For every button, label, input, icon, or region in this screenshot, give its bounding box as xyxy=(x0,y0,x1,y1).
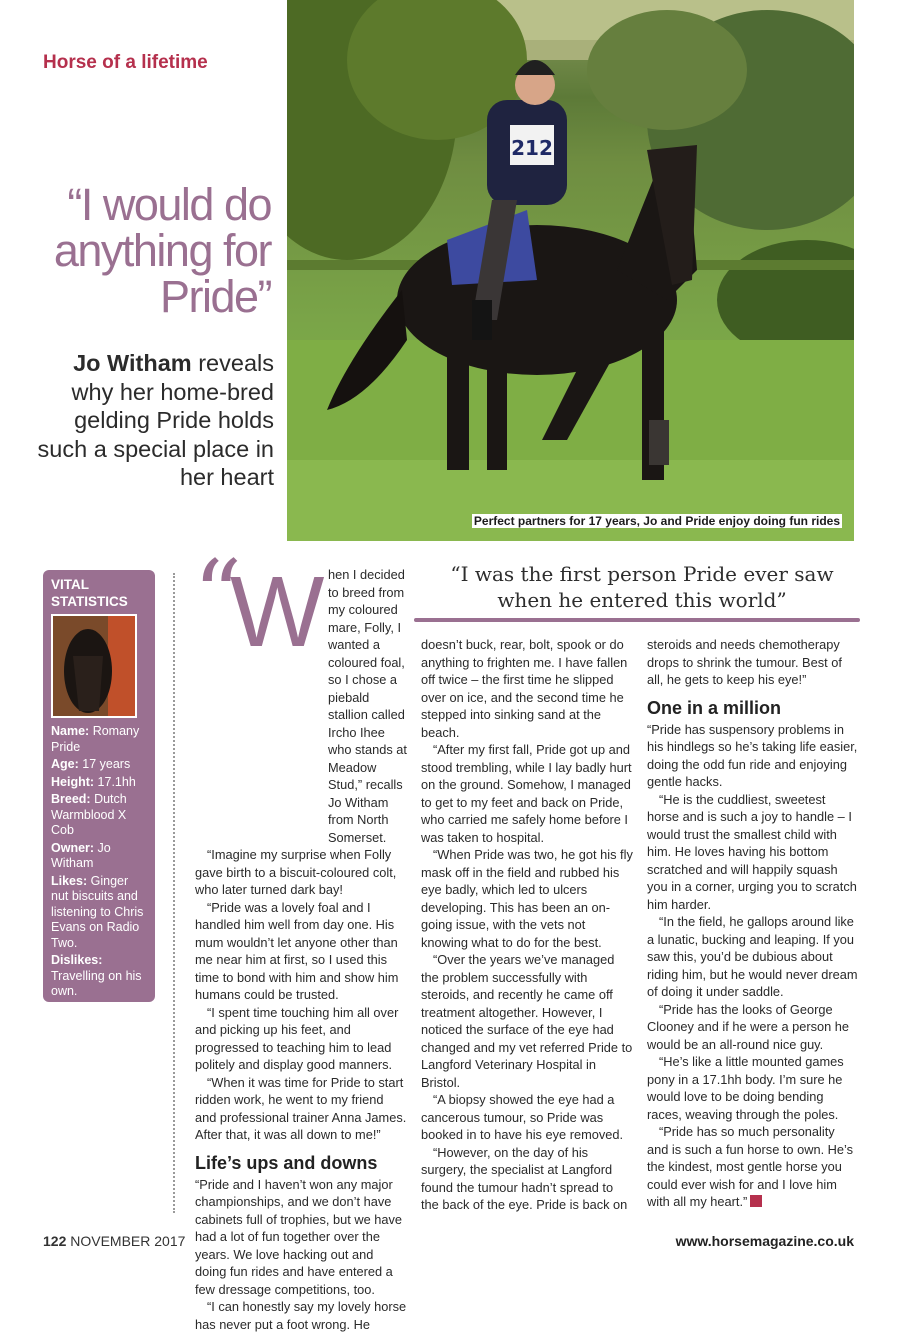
end-mark-icon xyxy=(750,1195,762,1207)
pull-quote-rule xyxy=(414,618,860,622)
paragraph: steroids and needs chemotherapy drops to shrink the tumour. Best of all, he gets to keep his eye!” xyxy=(647,637,842,687)
paragraph: “Pride has suspensory problems in his hindlegs so he’s taking life easier, doing the odd fun ride and enjoying gentle hacks. xyxy=(647,721,858,789)
stats-label: Likes: xyxy=(51,873,88,888)
stats-horse-photo xyxy=(51,614,137,718)
section-label: Horse of a lifetime xyxy=(43,52,208,73)
stats-label: Age: xyxy=(51,757,79,771)
intro-paragraph: hen I decided to breed from my coloured mare, Folly, I wanted a coloured foal, so I chose a piebald stallion called Ircho Ihee who stands at Meadow Stud,” recalls Jo Witham from North Somerset. xyxy=(328,567,407,845)
pull-quote: “I was the first person Pride ever saw when he entered this world” xyxy=(450,562,834,612)
paragraph: doesn’t buck, rear, bolt, spook or do anything to frighten me. I have fallen off twice – the first time he slipped over on ice, and the second time he stepped into sinking sand at the beach. xyxy=(421,637,628,740)
stats-row xyxy=(51,775,147,791)
stats-value: Ginger nut biscuits and listening to Chris Evans on Radio Two. xyxy=(51,873,144,950)
paragraph: “Over the years we’ve managed the problem successfully with steroids, and recently he came off treatment altogether. However, I noticed the surface of the eye had changed and my vet referred Pride to Langford Veterinary Hospital in Bristol. xyxy=(421,952,633,1090)
stats-row xyxy=(51,841,147,872)
article-column-3 xyxy=(647,636,859,1211)
stats-row xyxy=(51,953,147,1000)
headline: “I would do anything for Pride” xyxy=(53,179,271,322)
stats-label: Height: xyxy=(51,774,95,789)
footer-website[interactable]: www.horsemagazine.co.uk xyxy=(675,1233,854,1249)
dropcap-letter: W xyxy=(230,556,325,668)
paragraph: “In the field, he gallops around like a lunatic, bucking and leaping. If you saw this, you’d be dubious about riding him, but he would never dream of doing it under saddle. xyxy=(647,914,858,999)
issue-date: NOVEMBER 2017 xyxy=(66,1233,186,1249)
stats-row xyxy=(51,792,147,839)
paragraph: “A biopsy showed the eye had a cancerous tumour, so Pride was booked in to have his eye removed. xyxy=(421,1092,624,1142)
paragraph: “Pride has the looks of George Clooney and if he were a person he would be an all-round nice guy. xyxy=(647,1001,850,1052)
paragraph: “I spent time touching him all over and picking up his feet, and progressed to teaching him to lead politely and display good manners. xyxy=(195,1004,399,1072)
paragraph: “Pride was a lovely foal and I handled him well from day one. His mum wouldn’t let anyone other than me near him at first, so I used this time to bond with him and show him humans could be trusted. xyxy=(195,899,399,1002)
paragraph: “After my first fall, Pride got up and stood trembling, while I lay badly hurt on the ground. Somehow, I managed to get to my feet and back on Pride, who carried me safely home before I was taken to hospital. xyxy=(421,742,632,845)
stats-value: 17.1hh xyxy=(94,774,136,789)
standfirst-name: Jo Witham xyxy=(73,350,192,376)
final-paragraph: “Pride has so much personality and is such a fun horse to own. He’s the kindest, most gentle horse you could ever wish for and I love him with all my heart.” xyxy=(647,1124,854,1209)
footer-page-info xyxy=(43,1233,185,1249)
page-number: 122 xyxy=(43,1233,67,1249)
stats-value: 17 years xyxy=(78,757,131,771)
standfirst-text: reveals why her home-bred gelding Pride holds such a special place in her heart xyxy=(37,350,274,490)
stats-label: Owner: xyxy=(51,840,95,855)
paragraph: “Imagine my surprise when Folly gave birth to a biscuit-coloured colt, who later turned dark bay! xyxy=(195,847,397,897)
paragraph: “He’s like a little mounted games pony in a 17.1hh body. I’m sure he would love to be doing bending races, weaving through the poles. xyxy=(647,1054,844,1122)
subheading-lifes-ups-and-downs: Life’s ups and downs xyxy=(195,1152,378,1173)
column-divider xyxy=(173,573,175,1213)
standfirst xyxy=(30,349,274,492)
stats-row xyxy=(51,724,147,755)
stats-title: VITAL STATISTICS xyxy=(51,577,128,609)
paragraph: “However, on the day of his surgery, the specialist at Langford found the tumour hadn’t spread to the back of the eye. Pride is back on xyxy=(421,1144,628,1212)
stats-value: Travelling on his own. xyxy=(51,968,142,998)
article-column-1 xyxy=(195,566,407,1333)
horse-rider-illustration xyxy=(287,0,854,541)
stats-value: Jo Witham xyxy=(51,840,111,870)
stats-row xyxy=(51,874,147,952)
subheading-one-in-a-million: One in a million xyxy=(647,697,782,718)
stats-rows xyxy=(51,724,147,1000)
stats-row xyxy=(51,757,147,773)
stats-label: Breed: xyxy=(51,792,91,806)
stats-value: Dutch Warmblood X Cob xyxy=(51,792,127,837)
paragraph: “When it was time for Pride to start ridden work, he went to my friend and professional trainer Anna James. After that, it was all down to me!” xyxy=(195,1074,407,1142)
number-bib: 212 xyxy=(511,136,553,160)
hero-photo xyxy=(287,0,854,541)
vital-statistics-box xyxy=(43,570,155,1002)
dropcap-quote: “ xyxy=(193,540,243,652)
stats-label: Name: xyxy=(51,724,90,738)
stats-label: Dislikes: xyxy=(51,953,103,967)
paragraph: “I can honestly say my lovely horse has never put a foot wrong. He xyxy=(195,1299,407,1332)
paragraph: “He is the cuddliest, sweetest horse and is such a joy to handle – I would trust the smallest child with him. He loves having his bottom scratched and will happily squash you in a corner, urging you to scratch him harder. xyxy=(647,791,857,912)
article-column-2 xyxy=(421,636,633,1214)
stats-value: Romany Pride xyxy=(51,724,140,754)
paragraph: “Pride and I haven’t won any major championships, and we don’t have cabinets full of trophies, but we have had a lot of fun together over the years. We love hacking out and doing fun rides and have entered a few dressage competitions, too. xyxy=(195,1176,403,1297)
photo-caption: Perfect partners for 17 years, Jo and Pride enjoy doing fun rides xyxy=(473,514,840,528)
paragraph: “When Pride was two, he got his fly mask off in the field and rubbed his eye badly, which led to ulcers developing. This has been an on-going issue, with the vets not knowing what to do for the best. xyxy=(421,847,633,950)
